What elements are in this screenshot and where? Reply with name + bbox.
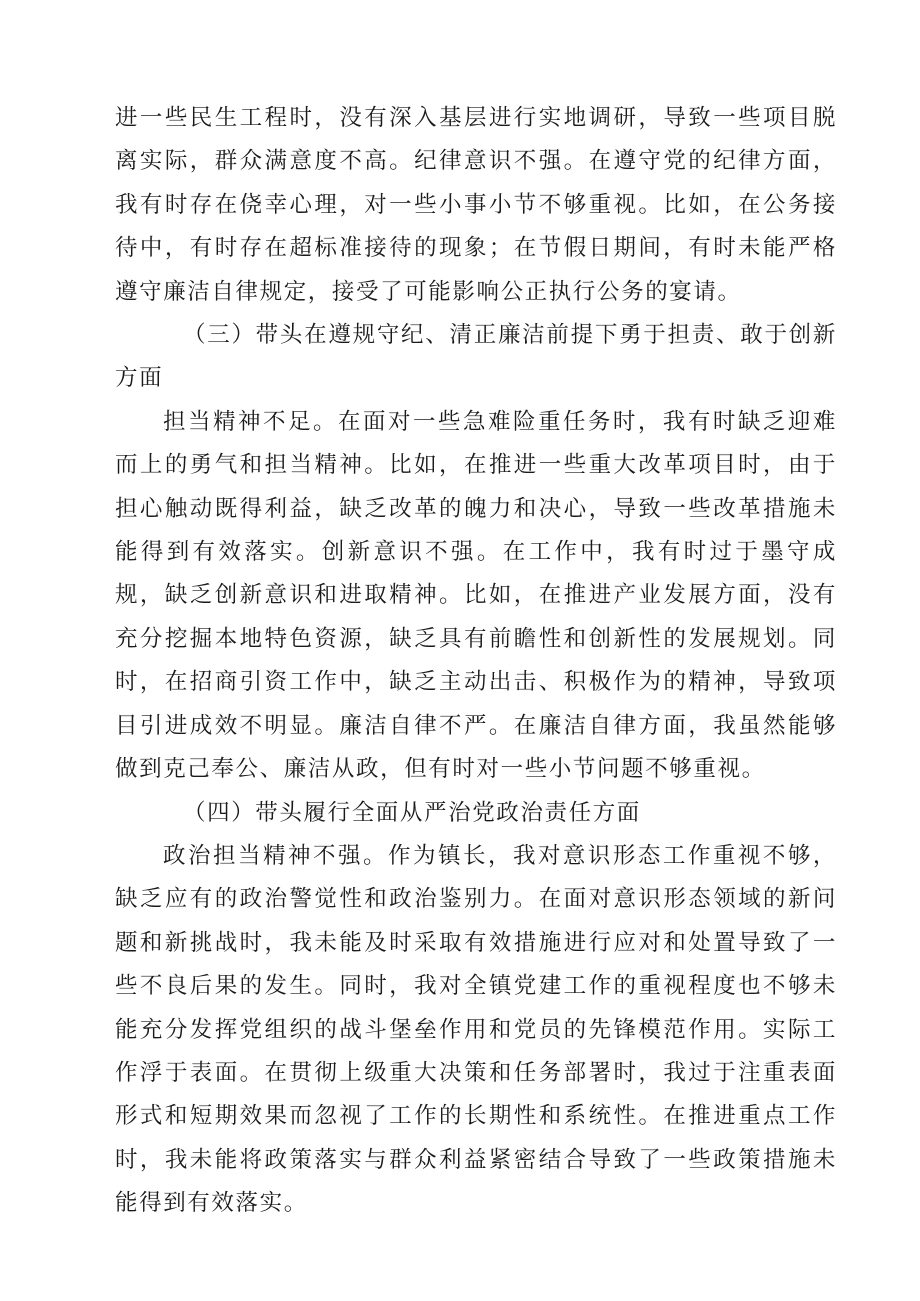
paragraph-continuation: 进一些民生工程时，没有深入基层进行实地调研，导致一些项目脱离实际，群众满意度不高。纪律意识不强。在遵守党的纪律方面，我有时存在侥幸心理，对一些小事小节不够重视。比如，在公务接待中，有时存在超标准接待的现象；在节假日期间，有时未能严格遵守廉洁自律规定，接受了可能影响公正执行公务的宴请。 — [115, 105, 837, 305]
section-heading-four: （四）带头履行全面从严治党政治责任方面 — [183, 799, 641, 826]
paragraph-section-four: 政治担当精神不强。作为镇长，我对意识形态工作重视不够，缺乏应有的政治警觉性和政治鉴别力。在面对意识形态领域的新问题和新挑战时，我未能及时采取有效措施进行应对和处置导致了一些不良后果的发生。同时，我对全镇党建工作的重视程度也不够未能充分发挥党组织的战斗堡垒作用和党员的先锋模范作用。实际工作浮于表面。在贯彻上级重大决策和任务部署时，我过于注重表面形式和短期效果而忽视了工作的长期性和系统性。在推进重点工作时，我未能将政策落实与群众利益紧密结合导致了一些政策措施未能得到有效落实。 — [115, 842, 837, 1217]
paragraph-section-three: 担当精神不足。在面对一些急难险重任务时，我有时缺乏迎难而上的勇气和担当精神。比如，在推进一些重大改革项目时，由于担心触动既得利益，缺乏改革的魄力和决心，导致一些改革措施未能得到有效落实。创新意识不强。在工作中，我有时过于墨守成规，缺乏创新意识和进取精神。比如，在推进产业发展方面，没有充分挖掘本地特色资源，缺乏具有前瞻性和创新性的发展规划。同时，在招商引资工作中，缺乏主动出击、积极作为的精神，导致项目引进成效不明显。廉洁自律不严。在廉洁自律方面，我虽然能够做到克己奉公、廉洁从政，但有时对一些小节问题不够重视。 — [115, 408, 837, 783]
document-page — [115, 97, 837, 1226]
section-heading-three: （三）带头在遵规守纪、清正廉洁前提下勇于担责、敢于创新方面 — [115, 322, 837, 392]
